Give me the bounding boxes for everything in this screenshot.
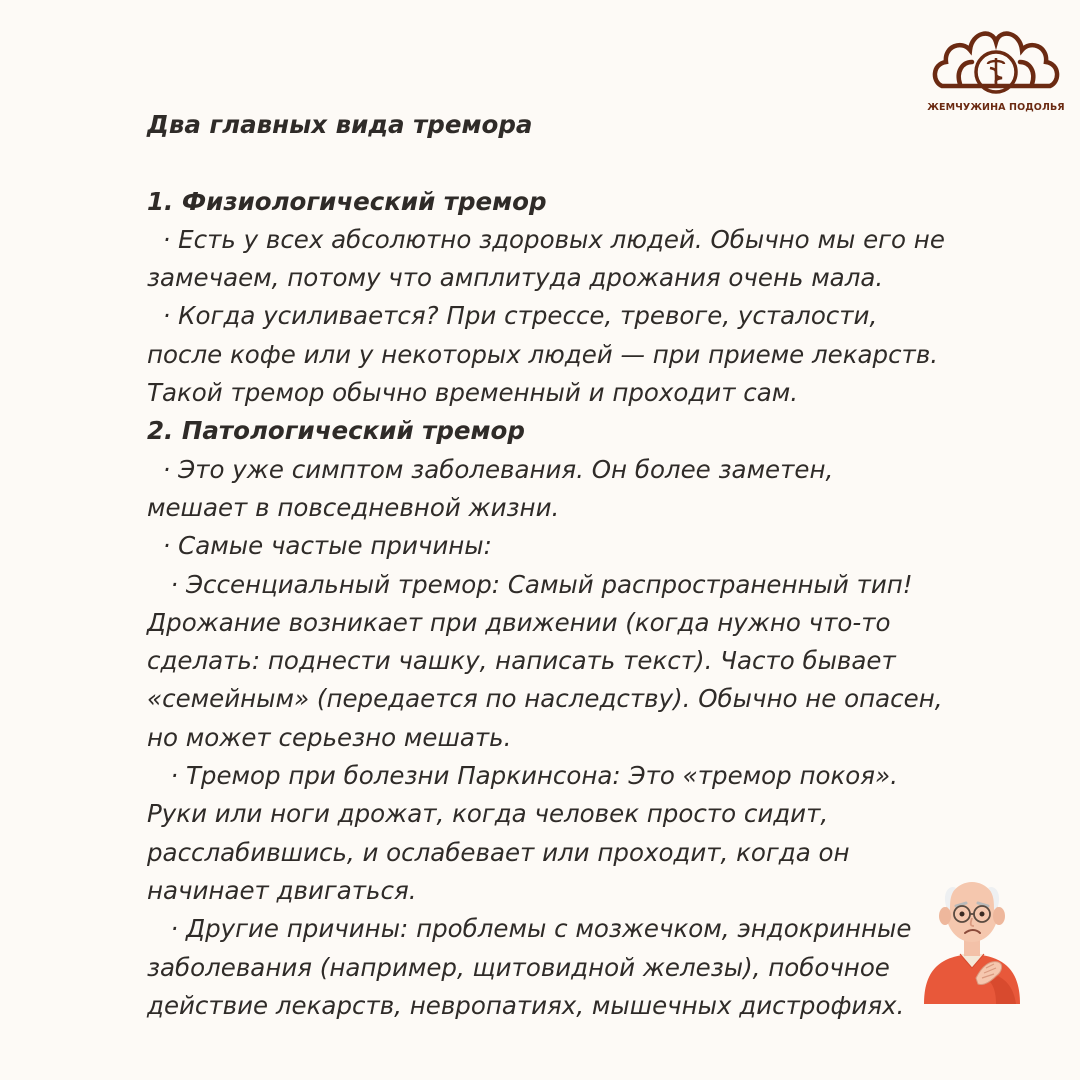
section-1-line: · Когда усиливается? При стрессе, тревоге, усталости, bbox=[147, 301, 878, 331]
section-2-line: сделать: поднести чашку, написать текст). Часто бывает bbox=[147, 646, 896, 676]
section-2-line: действие лекарств, невропатиях, мышечных дистрофиях. bbox=[147, 990, 905, 1020]
section-1-line: Такой тремор обычно временный и проходит сам. bbox=[147, 378, 799, 408]
section-2-heading: 2. Патологический тремор bbox=[147, 416, 525, 446]
section-2-line: · Другие причины: проблемы с мозжечком, эндокринные bbox=[147, 914, 912, 944]
section-2-line: · Эссенциальный тремор: Самый распространенный тип! bbox=[147, 569, 913, 599]
section-2-line: «семейным» (передается по наследству). Обычно не опасен, bbox=[147, 684, 943, 714]
section-2-line: · Самые частые причины: bbox=[147, 531, 492, 561]
section-2-line: мешает в повседневной жизни. bbox=[147, 492, 560, 522]
pearl-shell-icon bbox=[930, 22, 1062, 102]
section-1-line: замечаем, потому что амплитуда дрожания очень мала. bbox=[147, 263, 884, 293]
section-2-line: начинает двигаться. bbox=[147, 875, 417, 905]
section-1-line: · Есть у всех абсолютно здоровых людей. Обычно мы его не bbox=[147, 224, 945, 254]
article-content bbox=[147, 106, 977, 1025]
section-2-line: · Тремор при болезни Паркинсона: Это «тремор покоя». bbox=[147, 761, 898, 791]
article-title: Два главных вида тремора bbox=[147, 110, 533, 139]
brand-name: ЖЕМЧУЖИНА ПОДОЛЬЯ bbox=[927, 102, 1065, 113]
section-2-line: заболевания (например, щитовидной железы), побочное bbox=[147, 952, 890, 982]
elderly-man-icon bbox=[920, 876, 1025, 1006]
section-2-line: расслабившись, и ослабевает или проходит, когда он bbox=[147, 837, 850, 867]
section-2-line: · Это уже симптом заболевания. Он более заметен, bbox=[147, 454, 834, 484]
section-2-line: Руки или ноги дрожат, когда человек просто сидит, bbox=[147, 799, 829, 829]
blank-line bbox=[147, 144, 977, 182]
section-1-heading: 1. Физиологический тремор bbox=[147, 186, 547, 216]
section-2-line: Дрожание возникает при движении (когда нужно что-то bbox=[147, 607, 891, 637]
section-1-line: после кофе или у некоторых людей — при приеме лекарств. bbox=[147, 339, 939, 369]
elderly-man-illustration bbox=[920, 876, 1025, 1006]
section-2-line: но может серьезно мешать. bbox=[147, 722, 512, 752]
